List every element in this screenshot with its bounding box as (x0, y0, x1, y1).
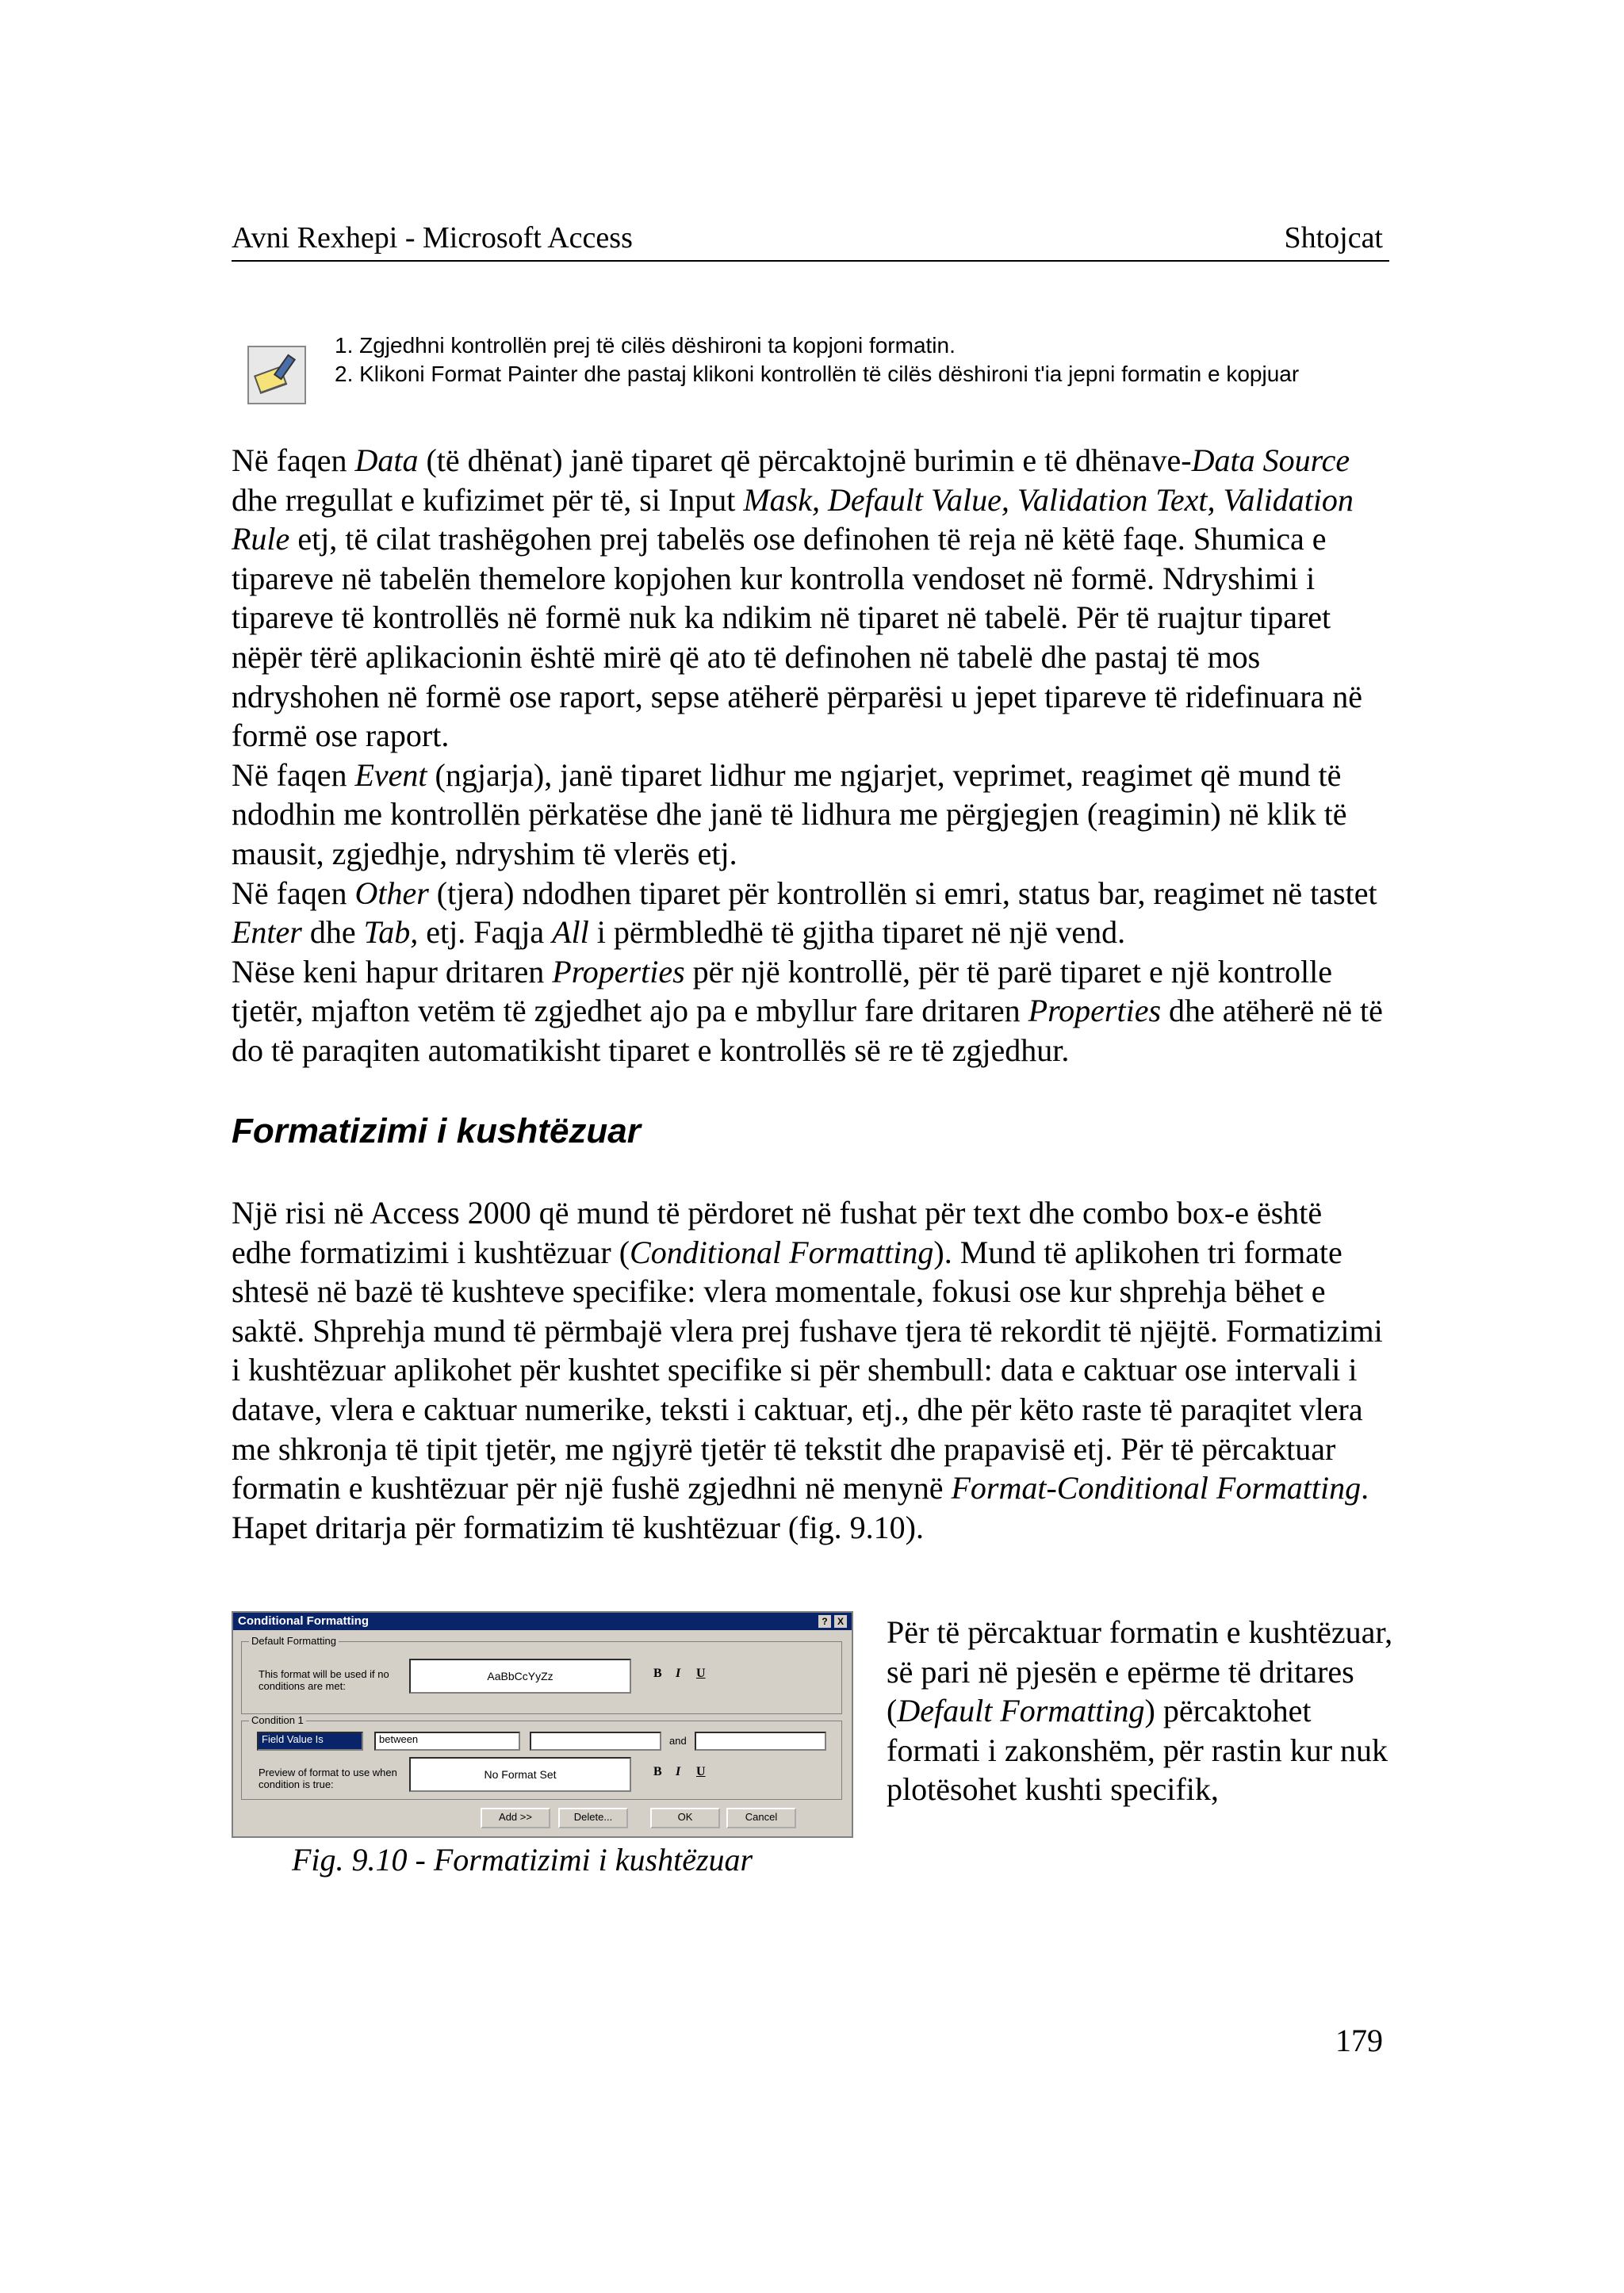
and-label: and (669, 1735, 687, 1747)
field-value-select: Field Value Is (257, 1732, 363, 1751)
tip-step-1: 1. Zgjedhni kontrollën prej të cilës dëshironi ta kopjoni formatin. (335, 333, 956, 358)
format-painter-icon (247, 346, 306, 404)
page-number: 179 (1335, 2023, 1383, 2058)
dialog-title: Conditional Formatting (238, 1614, 369, 1628)
add-button: Add >> (481, 1808, 550, 1828)
dialog-titlebar (233, 1613, 852, 1630)
condition-underline-button: U (696, 1765, 706, 1778)
underline-button: U (696, 1667, 706, 1680)
tip-step-2: 2. Klikoni Format Painter dhe pastaj klikoni kontrollën të cilës dëshironi t'ia jepni formatin e kopjuar (335, 362, 1300, 386)
page-header (232, 220, 1389, 262)
ok-button: OK (650, 1808, 720, 1828)
paragraph-event: Në faqen Event (ngjarja), janë tiparet lidhur me ngjarjet, veprimet, reagimet që mund të ndodhin me kontrollën përkatëse dhe janë të lidhura me përgjegjen (reagimin) në klik të mausit, zgjedhje, ndryshim të vlerës etj. (232, 756, 1347, 871)
paragraph-side: Për të përcaktuar formatin e kushtëzuar, së pari në pjesën e epërme të dritares (Default Formatting) përcaktohet formati i zakonshëm, për rastin kur nuk plotësohet kushti specifik, (887, 1614, 1393, 1808)
default-formatting-label: Default Formatting (249, 1635, 339, 1647)
condition-format-sample: No Format Set (409, 1757, 631, 1792)
cancel-button: Cancel (726, 1808, 796, 1828)
bold-button: B (653, 1667, 662, 1680)
section-heading: Formatizimi i kushtëzuar (232, 1112, 641, 1150)
header-author-title: Avni Rexhepi - Microsoft Access (232, 221, 633, 255)
paragraph-other: Në faqen Other (tjera) ndodhen tiparet për kontrollën si emri, status bar, reagimet në tastet Enter dhe Tab, etj. Faqja All i përmbledhë të gjitha tiparet në një vend. (232, 875, 1377, 951)
conditional-formatting-dialog-figure (232, 1611, 853, 1838)
body-section-2 (232, 1193, 1389, 1547)
help-icon: ? (818, 1615, 831, 1628)
condition-italic-button: I (676, 1765, 681, 1778)
value1-input (530, 1732, 661, 1751)
preview-note: Preview of format to use when condition is true: (259, 1767, 397, 1790)
operator-select: between (374, 1732, 520, 1751)
paragraph-properties: Nëse keni hapur dritaren Properties për një kontrollë, për të parë tiparet e një kontrolle tjetër, mjafton vetëm të zgjedhet ajo pa e mbyllur fare dritaren Properties dhe atëherë në të do të paraqiten automatikisht tiparet e kontrollës së re të zgjedhur. (232, 953, 1383, 1068)
condition-label: Condition 1 (249, 1714, 306, 1726)
default-note: This format will be used if no conditions are met: (259, 1668, 389, 1692)
value2-input (695, 1732, 826, 1751)
header-section: Shtojcat (1284, 221, 1383, 255)
delete-button: Delete... (558, 1808, 628, 1828)
italic-button: I (676, 1667, 681, 1680)
body-section-1 (232, 441, 1389, 1070)
default-format-sample: AaBbCcYyZz (409, 1659, 631, 1694)
close-icon: X (834, 1615, 847, 1628)
paragraph-conditional: Një risi në Access 2000 që mund të përdoret në fushat për text dhe combo box-e është edhe formatizimi i kushtëzuar (Conditional Formatting). Mund të aplikohen tri formate shtesë në bazë të kushteve specifike: vlera momentale, fokusi ose kur shprehja bëhet e saktë. Shprehja mund të përmbajë vlera prej fushave tjera të rekordit të njëjtë. Formatizimi i kushtëzuar aplikohet për kushtet specifike si për shembull: data e caktuar ose intervali i datave, vlera e caktuar numerike, teksti i caktuar, etj., dhe për këto raste të paraqitet vlera me shkronja të tipit tjetër, me ngjyrë tjetër të tekstit dhe prapavisë etj. Për të përcaktuar formatin e kushtëzuar për një fushë zgjedhni në menynë Format-Conditional Formatting. Hapet dritarja për formatizim të kushtëzuar (fig. 9.10). (232, 1195, 1383, 1545)
figure-caption: Fig. 9.10 - Formatizimi i kushtëzuar (292, 1842, 753, 1878)
paragraph-data: Në faqen Data (të dhënat) janë tiparet që përcaktojnë burimin e të dhënave-Data Source dhe rregullat e kufizimet për të, si Input Mask, Default Value, Validation Text, Validation Rule etj, të cilat trashëgohen prej tabelës ose definohen të reja në këtë faqe. Shumica e tipareve në tabelën themelore kopjohen kur kontrolla vendoset në formë. Ndryshimi i tipareve të kontrollës në formë nuk ka ndikim në tiparet në tabelë. Për të ruajtur tiparet nëpër tërë aplikacionin është mirë që ato të definohen në tabelë dhe pastaj të mos ndryshohen në formë ose raport, sepse atëherë përparësi u jepet tipareve të ridefinuara në formë ose raport. (232, 442, 1363, 754)
side-text (887, 1613, 1394, 1809)
condition-bold-button: B (653, 1765, 662, 1778)
